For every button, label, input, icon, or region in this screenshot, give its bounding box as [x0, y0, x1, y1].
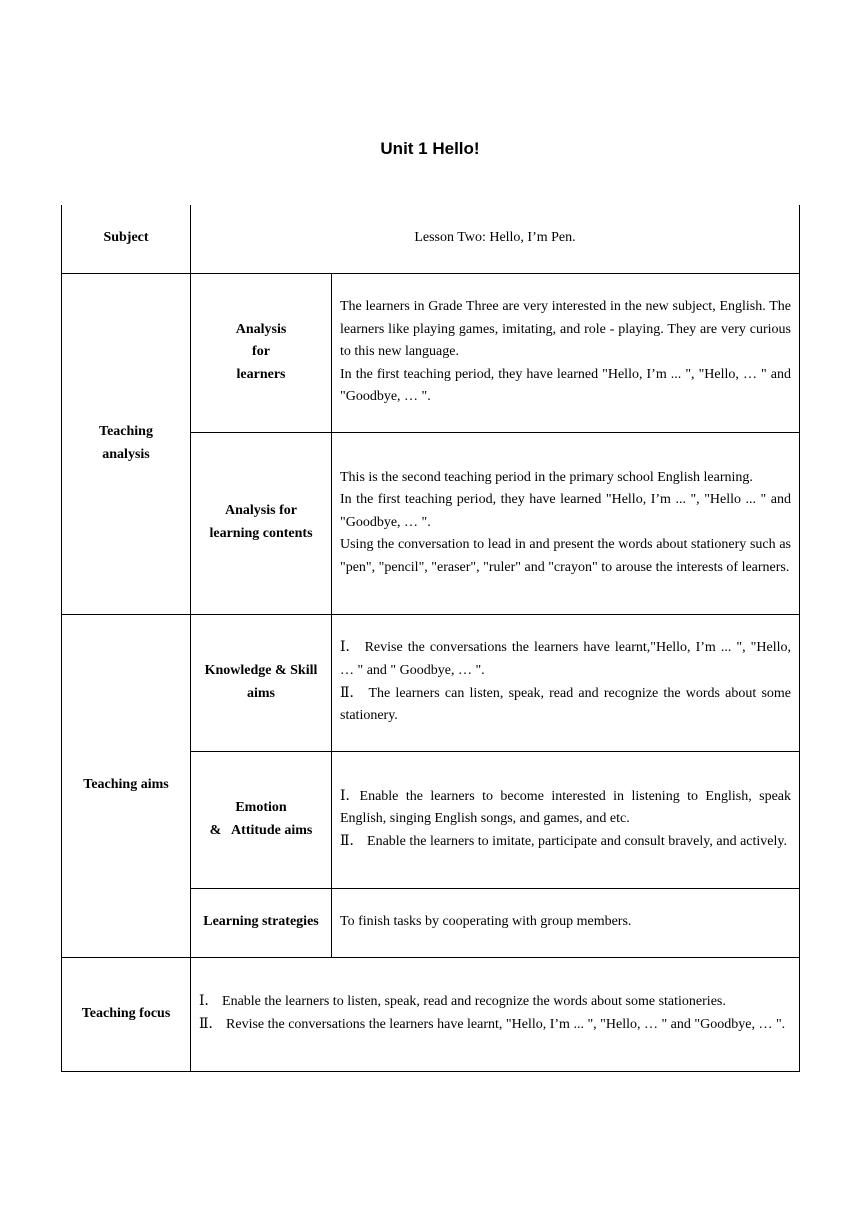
roman-numeral-marker: Ⅱ．: [199, 1017, 223, 1032]
subject-row: [62, 205, 800, 273]
learners-paragraph: In the first teaching period, they have learned "Hello, I’m ... ", "Hello, … " and "Goodbye, … ".: [340, 366, 791, 405]
analysis-for-learners-text: [332, 273, 800, 432]
subject-value: Lesson Two: Hello, I’m Pen.: [191, 205, 800, 273]
aim-item: Ⅰ． Revise the conversations the learners have learnt,"Hello, I’m ... ", "Hello, … " and " Goodbye, … ".: [340, 637, 791, 682]
emotion-attitude-aims-label: Emotion & Attitude aims: [191, 751, 332, 888]
lesson-plan-table: [61, 205, 800, 1072]
analysis-for-learners-label: Analysis for learners: [191, 273, 332, 432]
learning-strategies-label: Learning strategies: [191, 888, 332, 957]
aim-item: Ⅱ． The learners can listen, speak, read and recognize the words about some stationery.: [340, 683, 791, 728]
contents-paragraph: This is the second teaching period in the primary school English learning.: [340, 469, 753, 485]
analysis-learning-contents-text: [332, 432, 800, 614]
teaching-analysis-label: Teaching analysis: [62, 273, 191, 614]
focus-item: Ⅱ． Revise the conversations the learners have learnt, "Hello, I’m ... ", "Hello, … " and "Goodbye, … ".: [199, 1014, 791, 1037]
aim-item: Ⅰ．Enable the learners to become interested in listening to English, speak English, singing English songs, and games, and etc.: [340, 786, 791, 831]
analysis-learning-contents-label: Analysis for learning contents: [191, 432, 332, 614]
emotion-attitude-aims-text: [332, 751, 800, 888]
knowledge-skill-aims-label: Knowledge & Skill aims: [191, 614, 332, 751]
contents-paragraph: In the first teaching period, they have learned "Hello, I’m ... ", "Hello ... " and "Goodbye, … ".: [340, 492, 791, 530]
teaching-focus-label: Teaching focus: [62, 957, 191, 1071]
teaching-focus-text: [191, 957, 800, 1071]
analysis-learners-row: [62, 273, 800, 432]
roman-numeral-marker: Ⅰ．: [340, 640, 360, 656]
roman-numeral-marker: Ⅰ．: [199, 994, 219, 1010]
focus-item: Ⅰ． Enable the learners to listen, speak, read and recognize the words about some stationeries.: [199, 991, 791, 1014]
roman-numeral-marker: Ⅱ．: [340, 685, 364, 701]
learners-paragraph: The learners in Grade Three are very interested in the new subject, English. The learners like playing games, imitating, and role - playing. They are very curious to this new language.: [340, 299, 791, 360]
page-title: Unit 1 Hello!: [380, 139, 480, 158]
learning-strategies-text: To finish tasks by cooperating with group members.: [332, 888, 800, 957]
contents-paragraph: Using the conversation to lead in and present the words about stationery such as "pen", "pencil", "eraser", "ruler" and "crayon" to arouse the interests of learners.: [340, 537, 791, 575]
roman-numeral-marker: Ⅰ．: [340, 788, 360, 804]
knowledge-skill-aims-text: [332, 614, 800, 751]
teaching-focus-row: [62, 957, 800, 1071]
teaching-aims-label: Teaching aims: [62, 614, 191, 957]
subject-label: Subject: [62, 205, 191, 273]
roman-numeral-marker: Ⅱ．: [340, 833, 364, 849]
aim-item: Ⅱ． Enable the learners to imitate, participate and consult bravely, and actively.: [340, 831, 791, 854]
knowledge-aims-row: [62, 614, 800, 751]
